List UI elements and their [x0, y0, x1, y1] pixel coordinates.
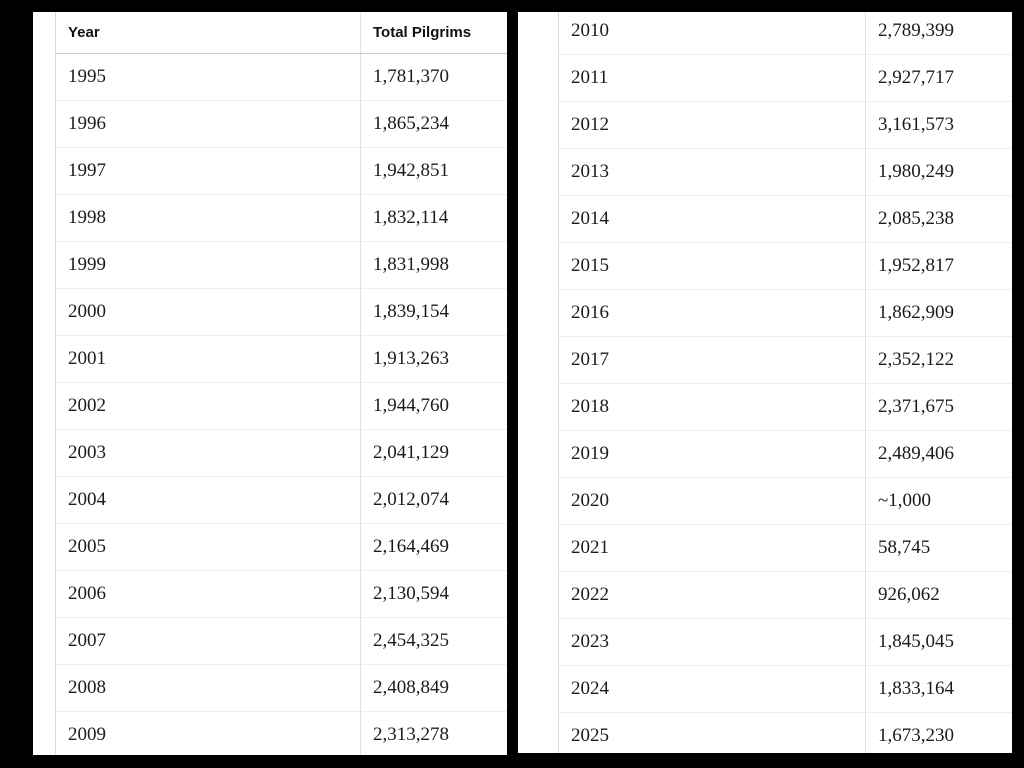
year-cell: 2020 [559, 478, 866, 525]
table-row [559, 572, 1013, 619]
total-pilgrims-cell: 1,832,114 [361, 195, 508, 242]
table-row [559, 478, 1013, 525]
table-row [559, 384, 1013, 431]
year-cell: 2025 [559, 713, 866, 754]
year-cell: 1996 [56, 101, 361, 148]
table-row [56, 101, 508, 148]
table-row [56, 336, 508, 383]
total-pilgrims-cell: 1,673,230 [866, 713, 1013, 754]
year-cell: 2006 [56, 571, 361, 618]
year-cell: 2014 [559, 196, 866, 243]
year-column-header: Year [56, 12, 361, 54]
total-pilgrims-cell: 1,952,817 [866, 243, 1013, 290]
pilgrims-table-right [558, 12, 1012, 753]
year-cell: 2022 [559, 572, 866, 619]
table-row [56, 524, 508, 571]
table-row [56, 289, 508, 336]
table-row [56, 477, 508, 524]
table-row [559, 525, 1013, 572]
total-pilgrims-cell: 926,062 [866, 572, 1013, 619]
table-row [559, 337, 1013, 384]
year-cell: 2017 [559, 337, 866, 384]
pilgrims-table-panel-right [518, 12, 1012, 753]
table-row [559, 666, 1013, 713]
total-pilgrims-cell: 2,454,325 [361, 618, 508, 665]
table-row [559, 243, 1013, 290]
year-cell: 2009 [56, 712, 361, 756]
total-pilgrims-cell: 2,352,122 [866, 337, 1013, 384]
year-cell: 1999 [56, 242, 361, 289]
table-row [559, 102, 1013, 149]
table-row [559, 619, 1013, 666]
year-cell: 2005 [56, 524, 361, 571]
table-row [559, 12, 1013, 55]
total-pilgrims-cell: 1,944,760 [361, 383, 508, 430]
total-pilgrims-cell: 1,913,263 [361, 336, 508, 383]
table-header-row [56, 12, 508, 54]
total-pilgrims-cell: 2,371,675 [866, 384, 1013, 431]
total-pilgrims-cell: 2,164,469 [361, 524, 508, 571]
year-cell: 2021 [559, 525, 866, 572]
total-pilgrims-cell: 2,041,129 [361, 430, 508, 477]
total-pilgrims-cell: 3,161,573 [866, 102, 1013, 149]
year-cell: 2010 [559, 12, 866, 55]
table-row [56, 383, 508, 430]
table-row [56, 665, 508, 712]
year-cell: 2003 [56, 430, 361, 477]
total-pilgrims-cell: 2,313,278 [361, 712, 508, 756]
total-pilgrims-cell: ~1,000 [866, 478, 1013, 525]
table-row [56, 54, 508, 101]
table-row [56, 712, 508, 756]
total-pilgrims-cell: 2,012,074 [361, 477, 508, 524]
table-row [559, 149, 1013, 196]
total-pilgrims-cell: 2,408,849 [361, 665, 508, 712]
year-cell: 2004 [56, 477, 361, 524]
table-row [56, 571, 508, 618]
year-cell: 2000 [56, 289, 361, 336]
table-row [56, 618, 508, 665]
total-pilgrims-cell: 1,839,154 [361, 289, 508, 336]
year-cell: 2008 [56, 665, 361, 712]
total-pilgrims-cell: 2,130,594 [361, 571, 508, 618]
total-pilgrims-cell: 2,489,406 [866, 431, 1013, 478]
total-pilgrims-cell: 1,980,249 [866, 149, 1013, 196]
year-cell: 2018 [559, 384, 866, 431]
year-cell: 1998 [56, 195, 361, 242]
table-row [559, 713, 1013, 754]
total-pilgrims-cell: 1,942,851 [361, 148, 508, 195]
year-cell: 1997 [56, 148, 361, 195]
table-row [559, 196, 1013, 243]
total-pilgrims-cell: 2,085,238 [866, 196, 1013, 243]
total-pilgrims-cell: 1,831,998 [361, 242, 508, 289]
table-row [56, 195, 508, 242]
total-pilgrims-cell: 1,865,234 [361, 101, 508, 148]
total-pilgrims-cell: 1,862,909 [866, 290, 1013, 337]
total-pilgrims-column-header: Total Pilgrims [361, 12, 508, 54]
year-cell: 2011 [559, 55, 866, 102]
year-cell: 2019 [559, 431, 866, 478]
table-row [559, 431, 1013, 478]
total-pilgrims-cell: 58,745 [866, 525, 1013, 572]
total-pilgrims-cell: 1,833,164 [866, 666, 1013, 713]
year-cell: 2007 [56, 618, 361, 665]
total-pilgrims-cell: 2,789,399 [866, 12, 1013, 55]
year-cell: 2015 [559, 243, 866, 290]
total-pilgrims-cell: 1,845,045 [866, 619, 1013, 666]
table-row [56, 430, 508, 477]
year-cell: 2001 [56, 336, 361, 383]
year-cell: 2013 [559, 149, 866, 196]
year-cell: 2016 [559, 290, 866, 337]
pilgrims-table-panel-left [33, 12, 507, 755]
table-row [559, 290, 1013, 337]
total-pilgrims-cell: 1,781,370 [361, 54, 508, 101]
pilgrims-table-left [55, 12, 507, 755]
table-row [559, 55, 1013, 102]
table-row [56, 242, 508, 289]
year-cell: 2002 [56, 383, 361, 430]
table-row [56, 148, 508, 195]
year-cell: 2023 [559, 619, 866, 666]
year-cell: 2024 [559, 666, 866, 713]
year-cell: 2012 [559, 102, 866, 149]
year-cell: 1995 [56, 54, 361, 101]
total-pilgrims-cell: 2,927,717 [866, 55, 1013, 102]
